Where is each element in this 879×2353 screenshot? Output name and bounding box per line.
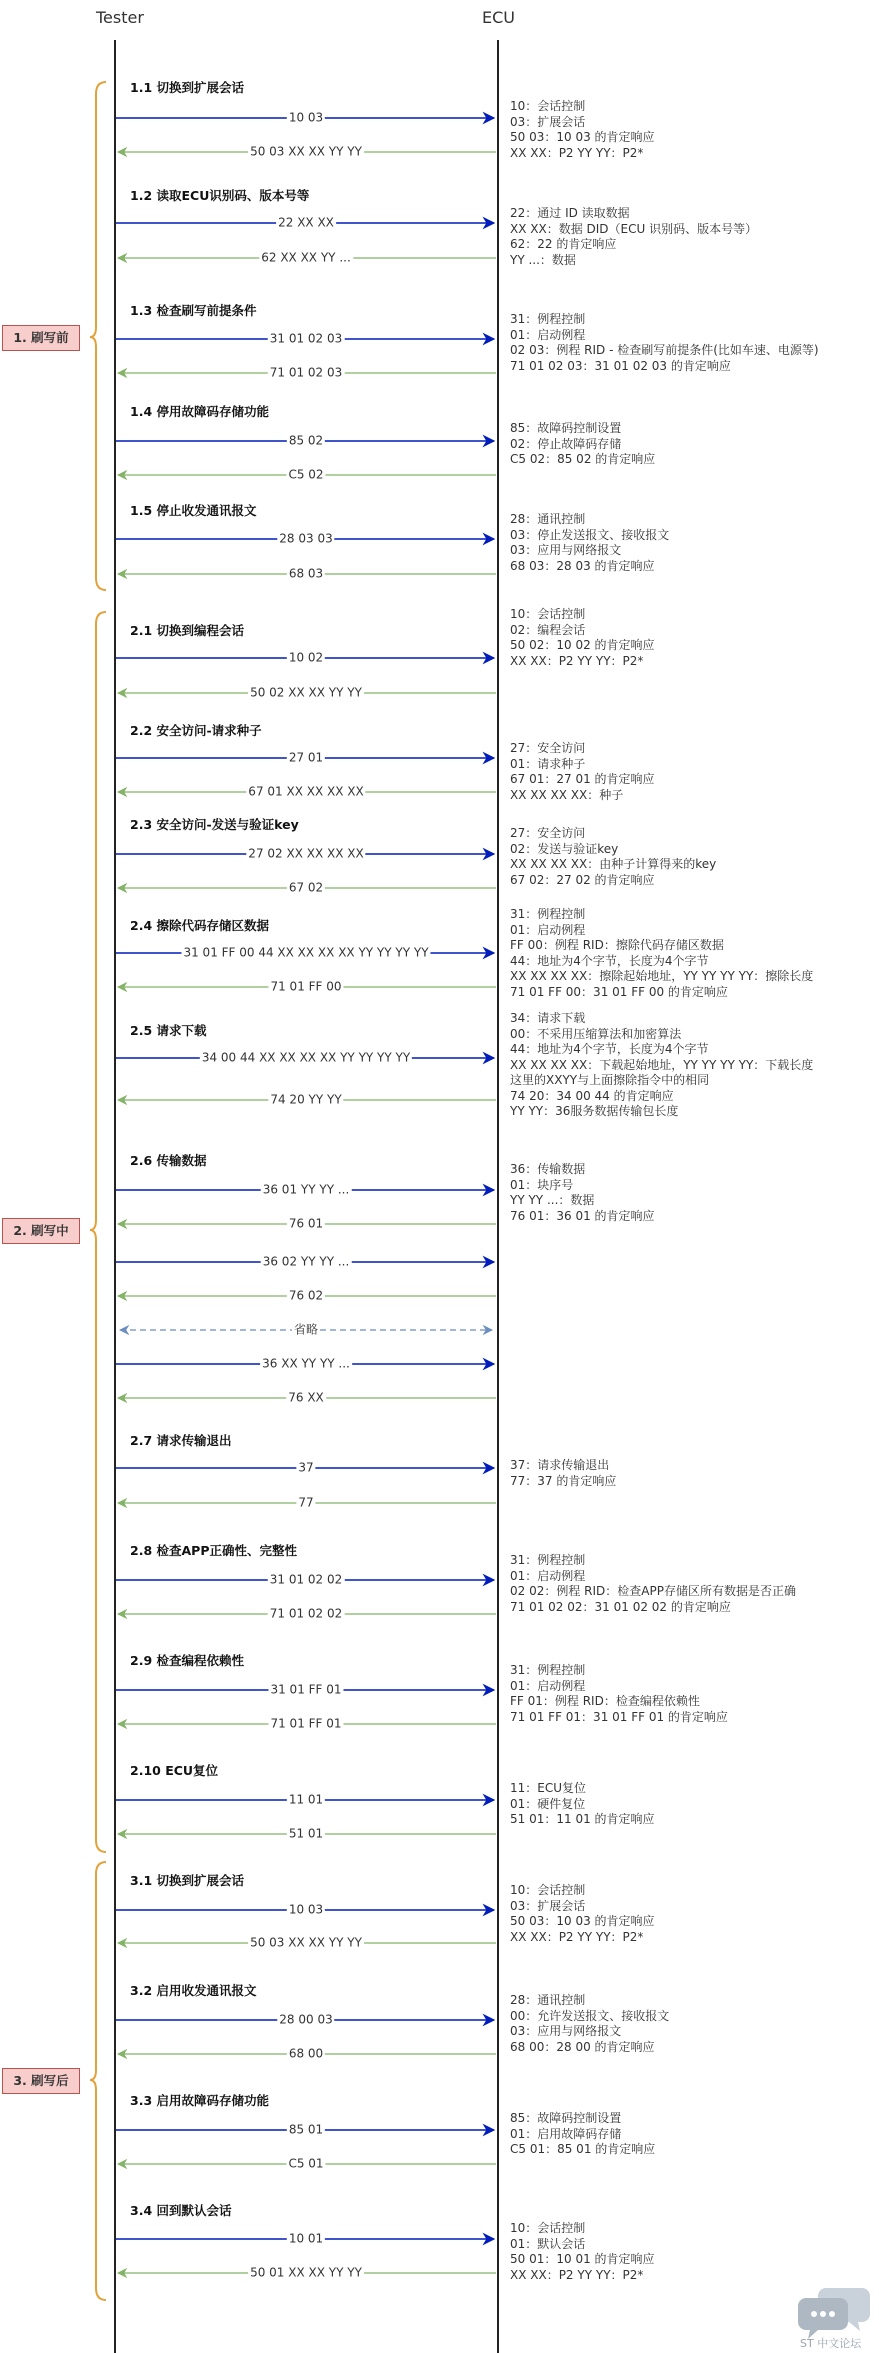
message-label: 10 03	[288, 1902, 324, 1917]
phase-bracket	[90, 612, 106, 1852]
tester-header: Tester	[96, 8, 144, 27]
description-line: 22：通过 ID 读取数据	[510, 206, 630, 220]
description-line: 03：应用与网络报文	[510, 2024, 622, 2038]
description-line: 28：通讯控制	[510, 512, 586, 526]
section-description	[510, 206, 757, 268]
section-description	[510, 907, 813, 1000]
description-line: 01：启动例程	[510, 922, 586, 937]
section-title: 3.2 启用收发通讯报文	[130, 1983, 257, 1998]
section-title: 3.4 回到默认会话	[130, 2203, 232, 2218]
description-line: XX XX XX XX：擦除起始地址，YY YY YY YY：擦除长度	[510, 969, 814, 983]
message-label: 10 03	[288, 110, 324, 125]
description-line: 10：会话控制	[510, 2221, 586, 2235]
message-label: 31 01 02 02	[269, 1572, 343, 1587]
section-title: 1.1 切换到扩展会话	[130, 80, 244, 95]
description-line: 71 01 FF 01：31 01 FF 01 的肯定响应	[510, 1709, 728, 1724]
description-line: 10：会话控制	[510, 1883, 586, 1897]
section-description	[510, 1011, 813, 1120]
message-label: 85 02	[288, 433, 324, 448]
message-label: 71 01 FF 00	[270, 979, 342, 994]
description-line: C5 02：85 02 的肯定响应	[510, 452, 656, 466]
message-label: C5 02	[288, 467, 324, 482]
description-line: 85：故障码控制设置	[510, 2111, 622, 2125]
message-label: 71 01 FF 01	[270, 1716, 342, 1731]
description-line: 11：ECU复位	[510, 1781, 587, 1795]
watermark-text: ST 中文论坛	[800, 2337, 862, 2350]
phase-bracket	[90, 82, 106, 590]
message-label: 68 03	[288, 566, 324, 581]
description-line: 71 01 02 03：31 01 02 03 的肯定响应	[510, 358, 731, 373]
message-label: 50 01 XX XX YY YY	[250, 2265, 362, 2280]
phase-label: 2. 刷写中	[2, 1218, 80, 1244]
section-description	[510, 421, 655, 468]
description-line: 03：应用与网络报文	[510, 543, 622, 557]
message-label: 11 01	[288, 1792, 324, 1807]
description-line: XX XX：P2 YY YY：P2*	[510, 1929, 644, 1944]
description-line: 03：停止发送报文、接收报文	[510, 527, 670, 542]
message-label: 31 01 FF 01	[270, 1682, 342, 1697]
description-line: XX XX XX XX：下载起始地址，YY YY YY YY：下载长度	[510, 1057, 814, 1072]
section-title: 2.1 切换到编程会话	[130, 623, 244, 638]
description-line: XX XX：数据 DID（ECU 识别码、版本号等）	[510, 221, 758, 236]
section-title: 1.3 检查刷写前提条件	[130, 303, 257, 318]
section-description	[510, 1883, 655, 1945]
message-label: 76 XX	[288, 1390, 324, 1405]
description-line: 71 01 FF 00：31 01 FF 00 的肯定响应	[510, 984, 728, 999]
description-line: 62：22 的肯定响应	[510, 237, 617, 251]
description-line: C5 01：85 01 的肯定响应	[510, 2142, 656, 2156]
description-line: 28：通讯控制	[510, 1993, 586, 2007]
description-line: 44：地址为4个字节，长度为4个字节	[510, 1042, 709, 1056]
description-line: 31：例程控制	[510, 312, 586, 326]
description-line: YY ...：数据	[510, 252, 576, 267]
section-title: 1.5 停止收发通讯报文	[130, 503, 257, 518]
message-label: 28 00 03	[279, 2012, 333, 2027]
description-line: XX XX：P2 YY YY：P2*	[510, 145, 644, 160]
description-line: 51 01：11 01 的肯定响应	[510, 1812, 655, 1826]
section-description	[510, 1993, 669, 2055]
description-line: YY YY：36服务数据传输包长度	[510, 1104, 679, 1118]
description-line: 76 01：36 01 的肯定响应	[510, 1208, 655, 1223]
message-label: 27 01	[288, 750, 324, 765]
message-label: 76 02	[288, 1288, 324, 1303]
section-title: 2.4 擦除代码存储区数据	[130, 918, 269, 933]
description-line: 01：启动例程	[510, 327, 586, 342]
section-description	[510, 312, 819, 374]
section-description	[510, 1162, 655, 1224]
description-line: 31：例程控制	[510, 907, 586, 921]
description-line: 71 01 02 02：31 01 02 02 的肯定响应	[510, 1599, 731, 1614]
description-line: FF 01：例程 RID：检查编程依赖性	[510, 1694, 700, 1708]
message-label: 67 02	[288, 880, 324, 895]
description-line: XX XX XX XX：种子	[510, 787, 624, 802]
message-label: 67 01 XX XX XX XX	[248, 784, 364, 799]
description-line: 50 01：10 01 的肯定响应	[510, 2252, 655, 2266]
description-line: 34：请求下载	[510, 1011, 586, 1025]
section-title: 3.1 切换到扩展会话	[130, 1873, 244, 1888]
section-title: 2.10 ECU复位	[130, 1763, 219, 1778]
description-line: 01：默认会话	[510, 2236, 586, 2251]
message-label: 28 03 03	[279, 531, 333, 546]
message-label: 36 02 YY YY ...	[262, 1254, 350, 1269]
description-line: 02：编程会话	[510, 622, 586, 637]
section-title: 1.4 停用故障码存储功能	[130, 404, 269, 419]
description-line: 50 03：10 03 的肯定响应	[510, 130, 655, 144]
description-line: 37：请求传输退出	[510, 1458, 610, 1472]
section-description	[510, 741, 655, 803]
description-line: 68 00：28 00 的肯定响应	[510, 2039, 655, 2054]
description-line: XX XX：P2 YY YY：P2*	[510, 2267, 644, 2282]
description-line: 68 03：28 03 的肯定响应	[510, 558, 655, 573]
section-title: 2.6 传输数据	[130, 1153, 207, 1168]
description-line: 50 02：10 02 的肯定响应	[510, 638, 655, 652]
description-line: XX XX XX XX：由种子计算得来的key	[510, 857, 717, 871]
ecu-header: ECU	[482, 8, 515, 27]
section-description	[510, 607, 655, 669]
message-label: 10 01	[288, 2231, 324, 2246]
section-title: 2.7 请求传输退出	[130, 1433, 232, 1448]
description-line: 85：故障码控制设置	[510, 421, 622, 435]
description-line: 01：启动例程	[510, 1678, 586, 1693]
section-title: 2.2 安全访问-请求种子	[130, 723, 262, 738]
section-title: 2.8 检查APP正确性、完整性	[130, 1543, 297, 1558]
description-line: YY YY ...：数据	[510, 1193, 595, 1207]
description-line: 01：硬件复位	[510, 1796, 586, 1811]
description-line: 01：启动例程	[510, 1568, 586, 1583]
message-label: 31 01 02 03	[269, 331, 343, 346]
message-label: C5 01	[288, 2156, 324, 2171]
section-description	[510, 826, 716, 888]
message-label: 36 01 YY YY ...	[262, 1182, 350, 1197]
message-label: 62 XX XX YY ...	[261, 250, 351, 265]
description-line: 这里的XXYY与上面擦除指令中的相同	[510, 1073, 710, 1087]
description-line: 03：扩展会话	[510, 1898, 586, 1913]
message-label: 71 01 02 03	[269, 365, 343, 380]
message-label: 34 00 44 XX XX XX XX YY YY YY YY	[201, 1050, 411, 1065]
description-line: 01：启用故障码存储	[510, 2126, 622, 2141]
description-line: 31：例程控制	[510, 1553, 586, 1567]
message-label: 50 02 XX XX YY YY	[250, 685, 362, 700]
description-line: 00：不采用压缩算法和加密算法	[510, 1026, 682, 1041]
section-title: 1.2 读取ECU识别码、版本号等	[130, 188, 310, 203]
message-label: 10 02	[288, 650, 324, 665]
description-line: FF 00：例程 RID：擦除代码存储区数据	[510, 938, 724, 952]
section-description	[510, 2111, 655, 2158]
section-title: 2.9 检查编程依赖性	[130, 1653, 244, 1668]
description-line: 01：块序号	[510, 1177, 574, 1192]
message-label: 74 20 YY YY	[270, 1092, 342, 1107]
phase-label: 1. 刷写前	[2, 325, 80, 351]
section-description	[510, 1781, 655, 1828]
message-label: 68 00	[288, 2046, 324, 2061]
message-label: 27 02 XX XX XX XX	[248, 846, 364, 861]
section-description	[510, 2221, 655, 2283]
section-description	[510, 99, 655, 161]
description-line: 36：传输数据	[510, 1162, 586, 1176]
description-line: 02 03：例程 RID - 检查刷写前提条件(比如车速、电源等)	[510, 343, 819, 357]
phase-label: 3. 刷写后	[2, 2068, 80, 2094]
description-line: 44：地址为4个字节，长度为4个字节	[510, 953, 709, 968]
description-line: 02：停止故障码存储	[510, 436, 622, 451]
section-description	[510, 512, 669, 574]
section-description	[510, 1663, 728, 1725]
description-line: 50 03：10 03 的肯定响应	[510, 1914, 655, 1928]
message-label: 36 XX YY YY ...	[262, 1356, 350, 1371]
section-title: 2.3 安全访问-发送与验证key	[130, 817, 299, 832]
phase-bracket	[90, 1862, 106, 2300]
description-line: 02：发送与验证key	[510, 841, 619, 856]
message-label: 31 01 FF 00 44 XX XX XX XX YY YY YY YY	[183, 945, 429, 960]
description-line: XX XX：P2 YY YY：P2*	[510, 653, 644, 668]
description-line: 27：安全访问	[510, 741, 586, 755]
ellipsis-label: 省略	[293, 1322, 319, 1337]
description-line: 10：会话控制	[510, 99, 586, 113]
description-line: 77：37 的肯定响应	[510, 1473, 617, 1488]
description-line: 00：允许发送报文、接收报文	[510, 2008, 670, 2023]
message-label: 77	[298, 1495, 314, 1510]
message-label: 71 01 02 02	[269, 1606, 343, 1621]
description-line: 67 01：27 01 的肯定响应	[510, 772, 655, 786]
description-line: 27：安全访问	[510, 826, 586, 840]
message-label: 50 03 XX XX YY YY	[250, 1935, 362, 1950]
message-label: 85 01	[288, 2122, 324, 2137]
message-label: 76 01	[288, 1216, 324, 1231]
message-label: 37	[298, 1460, 314, 1475]
description-line: 01：请求种子	[510, 756, 586, 771]
message-label: 51 01	[288, 1826, 324, 1841]
description-line: 10：会话控制	[510, 607, 586, 621]
section-description	[510, 1553, 796, 1615]
description-line: 74 20：34 00 44 的肯定响应	[510, 1088, 674, 1103]
section-title: 3.3 启用故障码存储功能	[130, 2093, 269, 2108]
description-line: 03：扩展会话	[510, 114, 586, 129]
section-description	[510, 1458, 616, 1489]
section-title: 2.5 请求下载	[130, 1023, 207, 1038]
message-label: 22 XX XX	[278, 215, 334, 230]
description-line: 02 02：例程 RID：检查APP存储区所有数据是否正确	[510, 1584, 796, 1598]
description-line: 67 02：27 02 的肯定响应	[510, 872, 655, 887]
message-label: 50 03 XX XX YY YY	[250, 144, 362, 159]
description-line: 31：例程控制	[510, 1663, 586, 1677]
